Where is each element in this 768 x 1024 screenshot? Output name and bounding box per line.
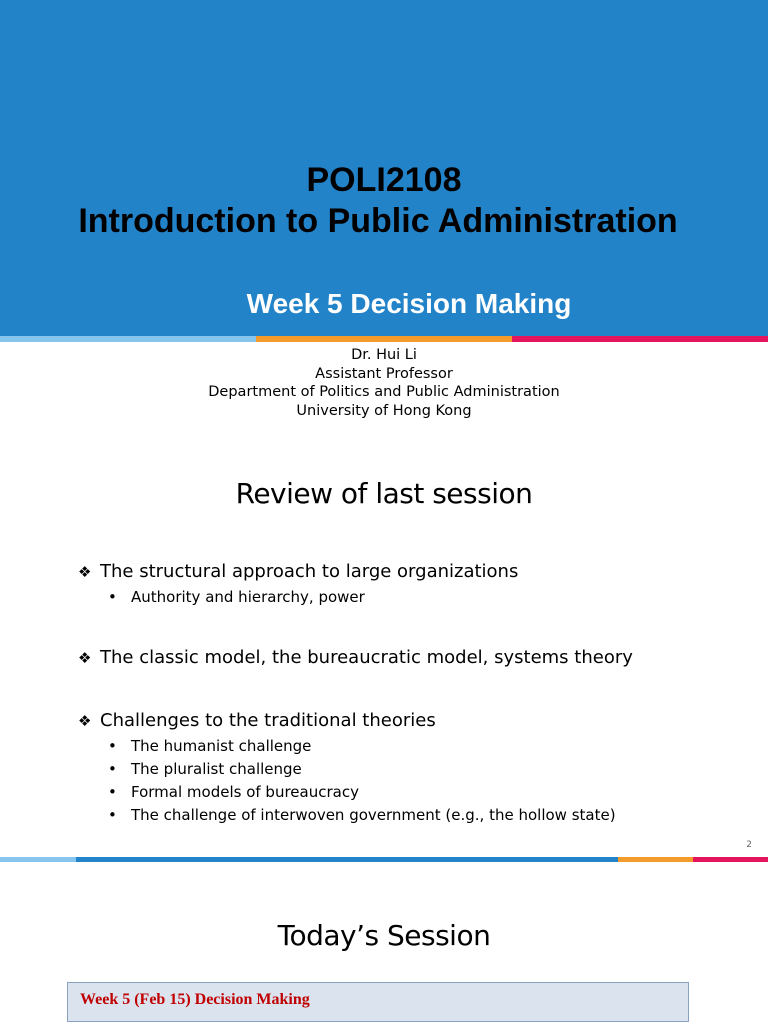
sub-bullet-text: Formal models of bureaucracy	[131, 783, 359, 801]
sub-bullet-item	[108, 735, 311, 758]
diamond-bullet-icon: ❖	[78, 563, 92, 581]
footer-stripe-pink	[693, 857, 768, 862]
title-slide	[0, 0, 768, 440]
schedule-table	[67, 982, 689, 1022]
dot-bullet-icon: •	[108, 760, 117, 778]
slide-heading: Review of last session	[235, 477, 533, 510]
presenter-position: Assistant Professor	[315, 365, 453, 382]
bullet-item	[78, 560, 518, 584]
table-row: Week 5 (Feb 15) Decision Making	[80, 991, 310, 1008]
dot-bullet-icon: •	[108, 737, 117, 755]
today-session-slide	[0, 866, 768, 1024]
bullet-item	[78, 646, 633, 670]
sub-bullet-text: The challenge of interwoven government (e.g., the hollow state)	[131, 806, 616, 824]
bullet-text: The classic model, the bureaucratic model, systems theory	[100, 647, 633, 668]
review-slide	[0, 440, 768, 866]
slide-heading: Today’s Session	[277, 919, 491, 952]
footer-stripe-light-blue	[0, 857, 76, 862]
bullet-text: The structural approach to large organizations	[100, 561, 519, 582]
presenter-university: University of Hong Kong	[296, 402, 472, 419]
week-title: Week 5 Decision Making	[246, 288, 572, 319]
sub-bullet-text: The humanist challenge	[131, 737, 312, 755]
presenter-name: Dr. Hui Li	[351, 347, 417, 363]
dot-bullet-icon: •	[108, 806, 117, 824]
bullet-item	[78, 709, 436, 733]
footer-stripe-blue	[76, 857, 618, 862]
bullet-text: Challenges to the traditional theories	[100, 710, 436, 731]
presenter-department: Department of Politics and Public Administration	[208, 384, 560, 400]
page-number: 2	[746, 840, 752, 850]
accent-stripe-light-blue	[0, 336, 256, 342]
footer-stripe-orange	[618, 857, 693, 862]
course-code: POLI2108	[306, 161, 462, 199]
sub-bullet-item	[108, 586, 365, 609]
sub-bullet-item	[108, 758, 302, 781]
sub-bullet-text: Authority and hierarchy, power	[131, 588, 365, 606]
diamond-bullet-icon: ❖	[78, 712, 92, 730]
sub-bullet-item	[108, 804, 616, 827]
sub-bullet-item	[108, 781, 359, 804]
accent-stripe-orange	[256, 336, 512, 342]
sub-bullet-text: The pluralist challenge	[131, 760, 302, 778]
accent-stripe-pink	[512, 336, 768, 342]
dot-bullet-icon: •	[108, 783, 117, 801]
dot-bullet-icon: •	[108, 588, 117, 606]
presenter-info	[0, 346, 768, 420]
course-title: Introduction to Public Administration	[78, 202, 678, 240]
diamond-bullet-icon: ❖	[78, 649, 92, 667]
